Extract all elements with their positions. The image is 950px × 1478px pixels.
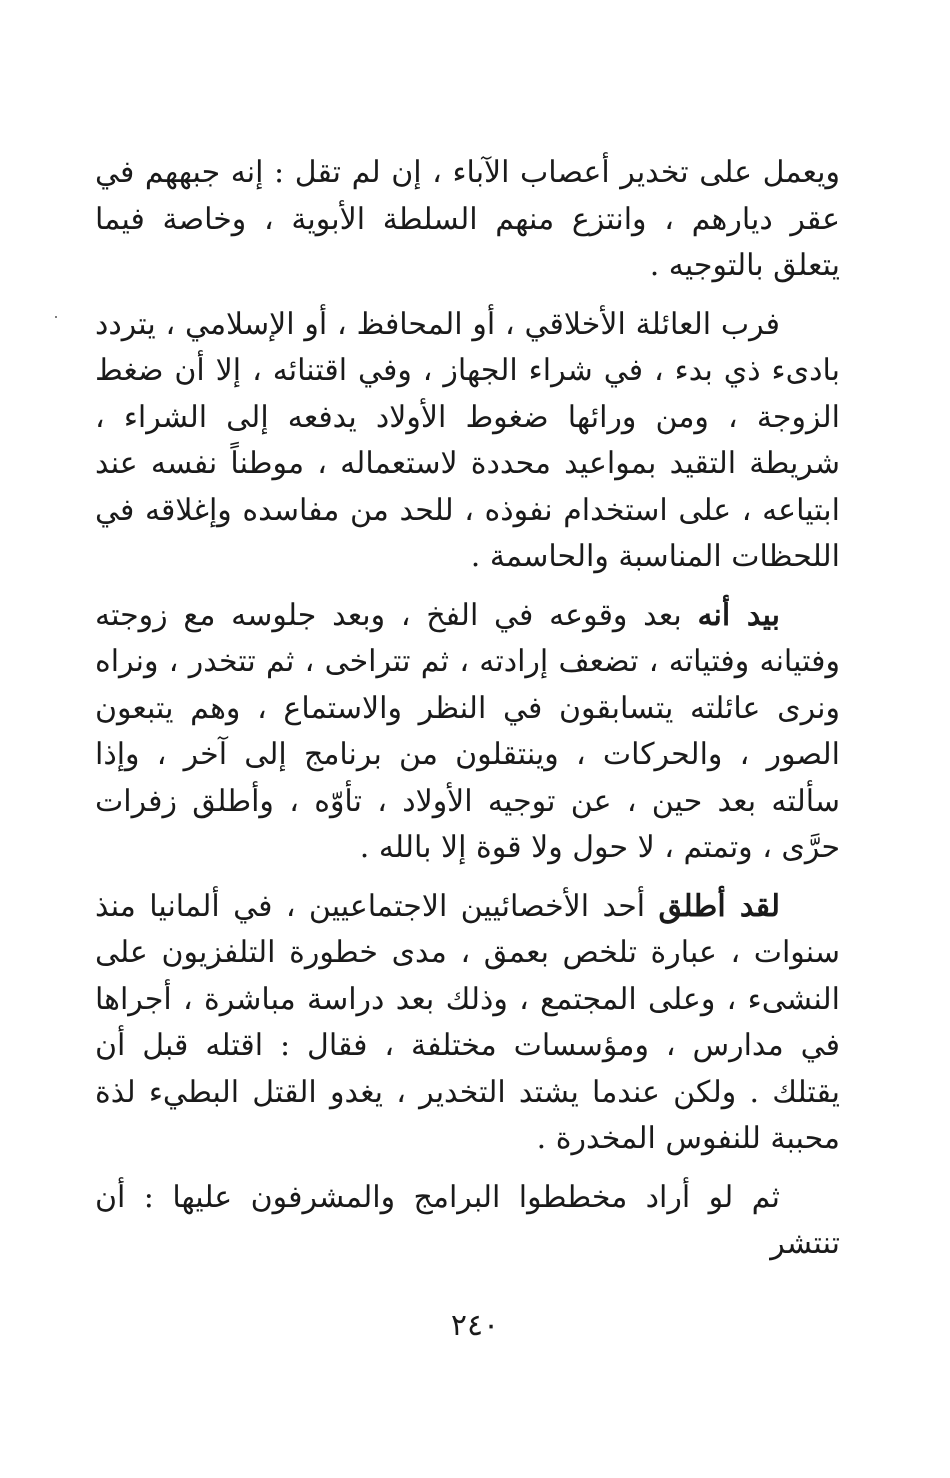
paragraph-5 xyxy=(95,1175,840,1268)
paragraph-4-lead: لقد أطلق xyxy=(658,888,780,924)
paragraph-1 xyxy=(95,150,840,290)
paragraph-2 xyxy=(95,302,840,581)
paragraph-5-text: ثم لو أراد مخططوا البرامج والمشرفون عليها : أن تنتشر xyxy=(95,1179,840,1261)
paragraph-2-text: فرب العائلة الأخلاقي ، أو المحافظ ، أو الإسلامي ، يتردد بادىء ذي بدء ، في شراء الجهاز ، وفي اقتنائه ، إلا أن ضغط الزوجة ، ومن ورائها ضغوط الأولاد يدفعه إلى الشراء ، شريطة التقيد بمواعيد محددة لاستعماله ، موطناً نفسه عند ابتياعه ، على استخدام نفوذه ، للحد من مفاسده وإغلاقه في اللحظات المناسبة والحاسمة . xyxy=(95,306,840,574)
paragraph-3 xyxy=(95,593,840,872)
paragraph-1-text: ويعمل على تخدير أعصاب الآباء ، إن لم تقل : إنه جبههم في عقر ديارهم ، وانتزع منهم السلطة الأبوية ، وخاصة فيما يتعلق بالتوجيه . xyxy=(95,155,840,283)
paragraph-3-lead: بيد أنه xyxy=(697,597,780,633)
page-number: ٢٤٠ xyxy=(450,1308,500,1343)
body-text xyxy=(95,150,840,1280)
scan-speck xyxy=(55,316,57,318)
paragraph-4-text: أحد الأخصائيين الاجتماعيين ، في ألمانيا منذ سنوات ، عبارة تلخص بعمق ، مدى خطورة التلفزيون على النشىء ، وعلى المجتمع ، وذلك بعد دراسة مباشرة ، أجراها في مدارس ، ومؤسسات مختلفة ، فقال : اقتله قبل أن يقتلك . ولكن عندما يشتد التخدير ، يغدو القتل البطيء لذة محببة للنفوس المخدرة . xyxy=(95,888,840,1156)
paragraph-4 xyxy=(95,884,840,1163)
paragraph-3-text: بعد وقوعه في الفخ ، وبعد جلوسه مع زوجته وفتيانه وفتياته ، تضعف إرادته ، ثم تتراخى ، ثم تتخدر ، ونراه ونرى عائلته يتسابقون في النظر والاستماع ، وهم يتبعون الصور ، والحركات ، وينتقلون من برنامج إلى آخر ، وإذا سألته بعد حين ، عن توجيه الأولاد ، تأوّه ، وأطلق زفرات حرَّى ، وتمتم ، لا حول ولا قوة إلا بالله . xyxy=(95,597,840,865)
